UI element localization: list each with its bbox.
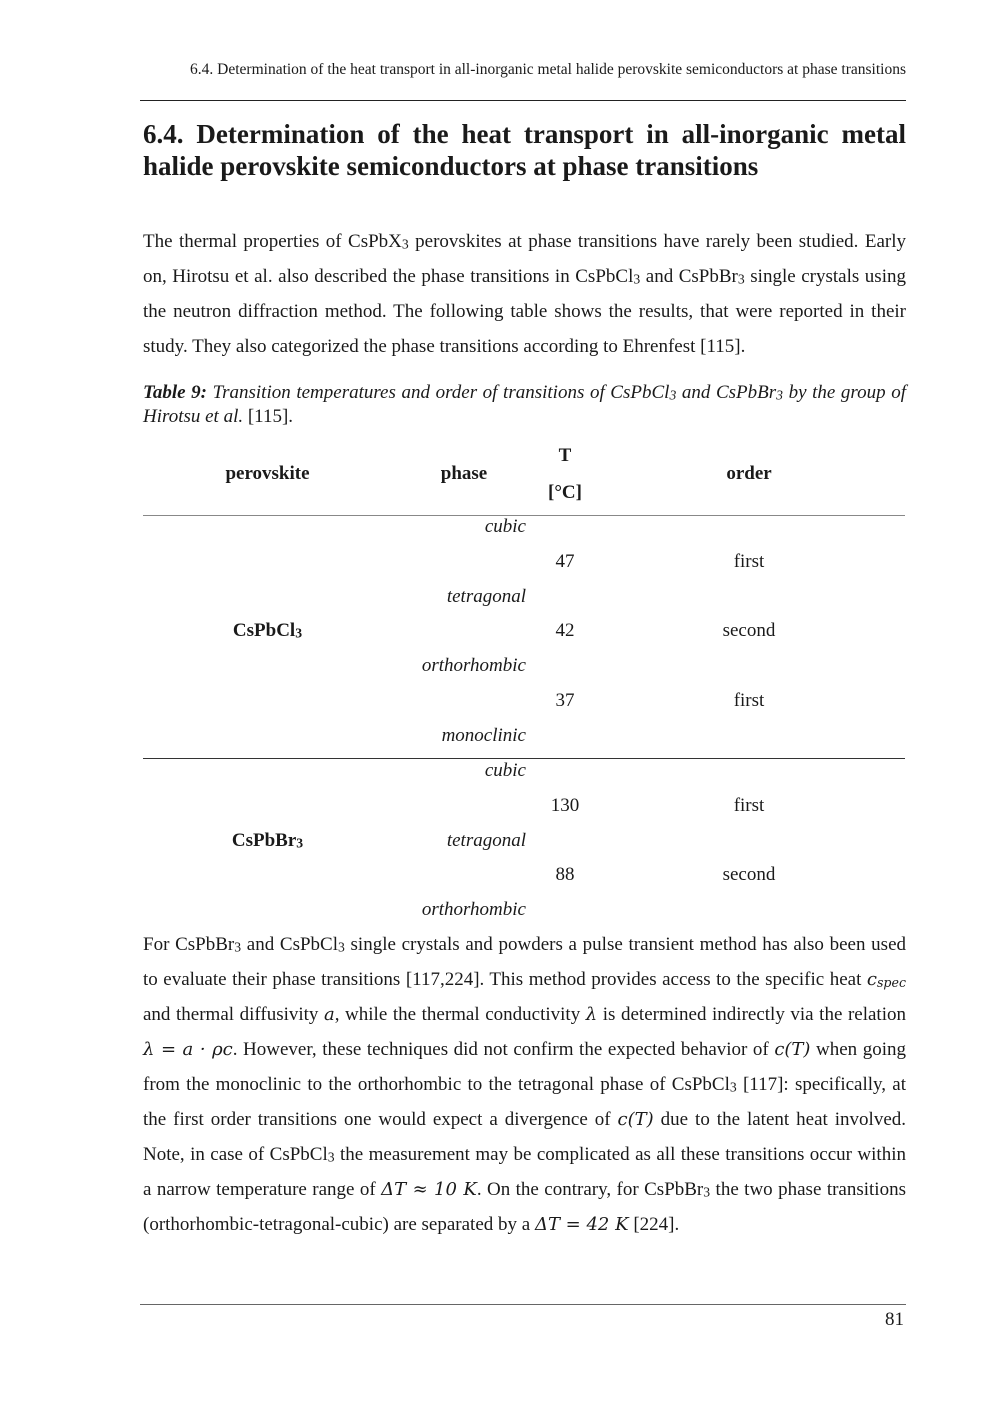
table-temperature: 130 (550, 795, 580, 816)
header-rule (140, 100, 906, 101)
table-perovskite-cspbcl3: CsPbCl$_3$ (232, 620, 303, 641)
math-delta-t: ΔT = 42 K (534, 1214, 629, 1235)
table-header-temperature: T (558, 445, 572, 466)
table-order: first (733, 551, 765, 572)
table-phase: monoclinic (441, 725, 526, 746)
footer-rule (140, 1304, 906, 1305)
intro-paragraph: The thermal properties of CsPbX$_3$ perovskites at phase transitions have rarely been studied. Early on, Hirotsu et al. also described the phase transitions in CsPbCl$_3$ and CsPbBr$_3$ single crystals using the neutron diffraction method. The following table shows the results, that were reported in their study. They also categorized the phase transitions according to Ehrenfest [115]. (143, 231, 906, 357)
math-delta-t: ΔT ≈ 10 K (381, 1179, 477, 1200)
page-number: 81 (885, 1309, 904, 1330)
table-perovskite-cspbbr3: CsPbBr$_3$ (231, 830, 304, 851)
section-title: 6.4. Determination of the heat transport in all-inorganic metal halide perovskite semiconductors at phase transitions (143, 119, 906, 181)
table-temperature: 47 (555, 551, 575, 572)
table-header-order: order (726, 463, 772, 484)
table-order: second (722, 620, 776, 641)
table-temperature: 88 (555, 864, 575, 885)
table-phase: tetragonal (446, 830, 526, 851)
table-order: second (722, 864, 776, 885)
math-lambda: λ (585, 1004, 598, 1025)
body-paragraph: For CsPbBr$_3$ and CsPbCl$_3$ single crystals and powders a pulse transient method has also been used to evaluate their phase transitions [117,224]. This method provides access to the specific heat $c_{spec}$ and thermal diffusivity a, while the thermal conductivity λ is determined indirectly via the relation λ = a · ρc. However, these techniques did not confirm the expected behavior of c(T) when going from the monoclinic to the orthorhombic to the tetragonal phase of CsPbCl$_3$ [117]: specifically, at the first order transitions one would expect a divergence of c(T) due to the latent heat involved. Note, in case of CsPbCl$_3$ the measurement may be complicated as all these transitions occur within a narrow temperature range of ΔT ≈ 10 K. On the contrary, for CsPbBr$_3$ the two phase transitions (orthorhombic-tetragonal-cubic) are separated by a ΔT = 42 K [224]. (143, 934, 907, 1235)
math-c-of-t: c(T) (774, 1039, 811, 1060)
math-a: a (324, 1004, 335, 1025)
table-phase: tetragonal (446, 586, 526, 607)
table-header-temperature-unit: [°C] (548, 482, 582, 503)
table-phase: cubic (484, 760, 526, 781)
math-c-spec: $c_{spec}$ (866, 969, 906, 990)
table-order: first (733, 690, 765, 711)
table-phase: orthorhombic (421, 899, 526, 920)
table-order: first (733, 795, 765, 816)
table-temperature: 37 (555, 690, 575, 711)
table-phase: orthorhombic (421, 655, 526, 676)
table-phase: cubic (484, 516, 526, 537)
table-caption: Table 9: Transition temperatures and order of transitions of CsPbCl$_3$ and CsPbBr$_3$ by the group of Hirotsu et al. [115]. (143, 382, 906, 427)
table-header-phase: phase (440, 463, 488, 484)
running-header: 6.4. Determination of the heat transport in all-inorganic metal halide perovskite semiconductors at phase transitions (190, 61, 906, 78)
table-header-perovskite: perovskite (225, 463, 310, 484)
table-temperature: 42 (555, 620, 575, 641)
table-caption-label: Table 9: (143, 382, 207, 403)
math-relation: λ = a · ρc (143, 1039, 233, 1060)
math-c-of-t: c(T) (617, 1109, 654, 1130)
